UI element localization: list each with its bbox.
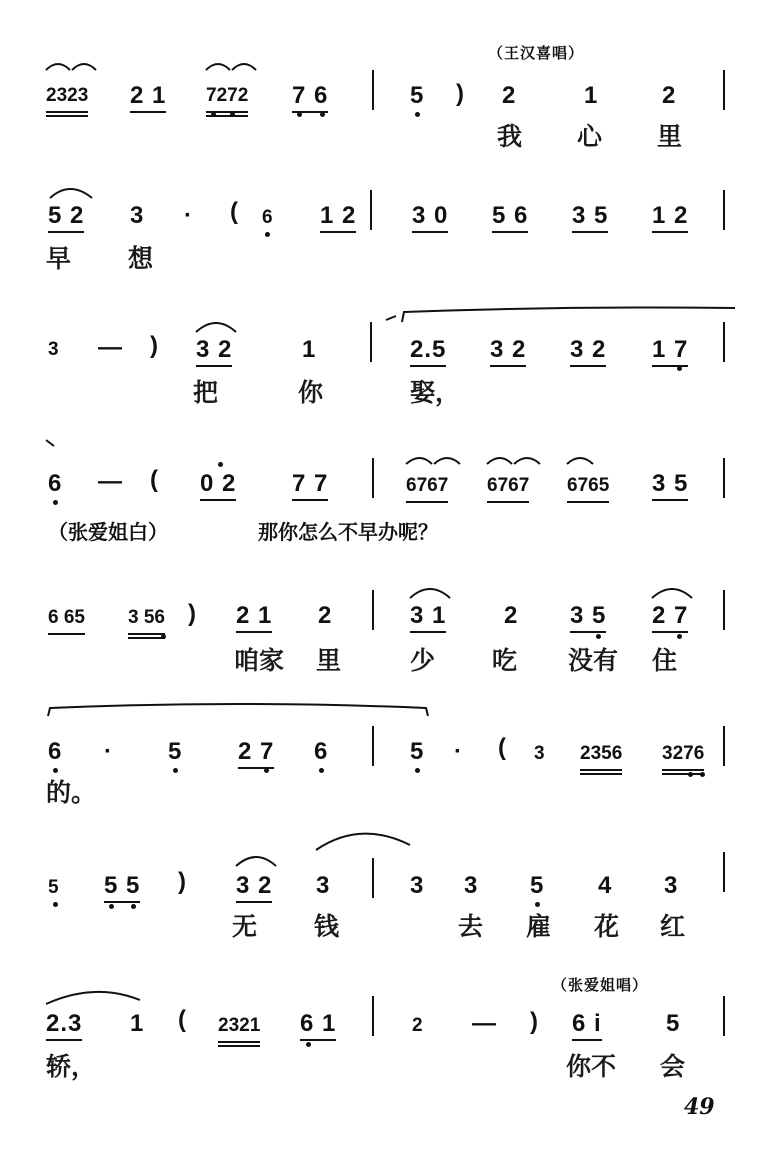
note: 6 i [572, 1010, 602, 1037]
octave-dot [415, 112, 420, 117]
note: 1 2 [652, 202, 689, 229]
note: 3 [534, 743, 545, 764]
note: 3 [464, 872, 479, 899]
lyric: 没有 [568, 646, 619, 675]
octave-dot [53, 902, 58, 907]
octave-dot [688, 772, 693, 777]
note: 3 0 [412, 202, 449, 229]
bar-line [723, 458, 725, 498]
lyric: 你 [298, 378, 324, 407]
octave-dot [53, 768, 58, 773]
octave-dot [264, 768, 269, 773]
note: 0 2 [200, 470, 237, 497]
note: · [104, 738, 113, 765]
bar-line [723, 190, 725, 230]
note: 5 [168, 738, 183, 765]
note: 5 [410, 738, 425, 765]
octave-dot [297, 112, 302, 117]
speaker-label: （张爱姐白） [48, 520, 168, 544]
lyric: 你不 [566, 1052, 617, 1081]
note: 3 2 [196, 336, 233, 363]
note: ) [456, 80, 465, 107]
note: 3 56 [128, 604, 165, 632]
lyric: 花 [594, 912, 620, 941]
note: 3 [410, 872, 425, 899]
note: 6 [48, 738, 63, 765]
bar-line [372, 70, 374, 110]
bar-line [723, 70, 725, 110]
note: 3 2 [490, 336, 527, 363]
note: 2 [412, 1015, 423, 1036]
lyric: 雇 [526, 912, 552, 941]
octave-dot [211, 112, 216, 117]
note: 1 7 [652, 336, 689, 363]
singer-label: （王汉喜唱） [488, 44, 585, 62]
octave-dot [677, 634, 682, 639]
note: ( [230, 198, 239, 225]
note: ) [178, 868, 187, 895]
note: 3 2 [236, 872, 273, 899]
bar-line [723, 996, 725, 1036]
octave-dot [700, 772, 705, 777]
note: 3 5 [652, 470, 689, 497]
note: ( [178, 1006, 187, 1033]
note: 2 [502, 82, 517, 109]
note: 2356 [580, 740, 622, 768]
lyric: 无 [232, 912, 258, 941]
note: 6767 [487, 472, 529, 500]
note: 7 6 [292, 82, 329, 109]
octave-dot [319, 768, 324, 773]
octave-dot [596, 634, 601, 639]
page-number: 49 [684, 1094, 715, 1120]
octave-dot [173, 768, 178, 773]
octave-dot [265, 232, 270, 237]
lyric: 想 [128, 244, 154, 273]
lyric: 轿， [46, 1052, 97, 1081]
note: 1 [130, 1010, 145, 1037]
note: 3 1 [410, 602, 447, 629]
note: 5 [530, 872, 545, 899]
note: 2.5 [410, 336, 447, 363]
note: 3 [130, 202, 145, 229]
note: 3 5 [572, 202, 609, 229]
note: — [472, 1010, 497, 1037]
note: ) [188, 600, 197, 627]
lyric: 少 [410, 646, 436, 675]
lyric: 早 [46, 244, 72, 273]
note: 2 [318, 602, 333, 629]
note: 6767 [406, 472, 448, 500]
lyric: 去 [458, 912, 484, 941]
note: 3 [48, 339, 59, 360]
octave-dot [109, 904, 114, 909]
lyric: 钱 [314, 912, 340, 941]
note: 5 [410, 82, 425, 109]
note: 3 5 [570, 602, 607, 629]
note: 6 [262, 207, 273, 228]
note: 3276 [662, 740, 704, 768]
note: 2 1 [236, 602, 273, 629]
octave-dot [677, 366, 682, 371]
octave-dot [131, 904, 136, 909]
note: · [184, 202, 193, 229]
note: 5 6 [492, 202, 529, 229]
note: 5 [48, 877, 59, 898]
note: 2 1 [130, 82, 167, 109]
note: 1 2 [320, 202, 357, 229]
note: 2 [662, 82, 677, 109]
octave-dot [320, 112, 325, 117]
bar-line [372, 726, 374, 766]
note: 7272 [206, 82, 248, 110]
spoken-line: 那你怎么不早办呢？ [258, 520, 438, 544]
note: · [454, 738, 463, 765]
note: 1 [302, 336, 317, 363]
lyric: 红 [660, 912, 686, 941]
note: 2.3 [46, 1010, 83, 1037]
note: 3 2 [570, 336, 607, 363]
note: 5 2 [48, 202, 85, 229]
note: 6 1 [300, 1010, 337, 1037]
bar-line [370, 190, 372, 230]
lyric: 里 [657, 122, 683, 151]
octave-dot [218, 462, 223, 467]
bar-line [372, 996, 374, 1036]
note: 5 [666, 1010, 681, 1037]
note: 6765 [567, 472, 609, 500]
bar-line [723, 852, 725, 892]
note: ( [498, 734, 507, 761]
lyric: 吃 [492, 646, 518, 675]
note: 6 [48, 470, 63, 497]
bar-line [723, 726, 725, 766]
lyric: 心 [577, 122, 603, 151]
note: 2 [504, 602, 519, 629]
note: 3 [664, 872, 679, 899]
lyric: 的。 [46, 778, 97, 807]
bar-line [723, 590, 725, 630]
note: 2 7 [652, 602, 689, 629]
octave-dot [306, 1042, 311, 1047]
octave-dot [230, 112, 235, 117]
note: 1 [584, 82, 599, 109]
note: 3 [316, 872, 331, 899]
bar-line [372, 858, 374, 898]
note: 2 7 [238, 738, 275, 765]
note: ) [150, 332, 159, 359]
note: ( [150, 466, 159, 493]
note: — [98, 468, 123, 495]
singer-label: （张爱姐唱） [552, 976, 649, 994]
octave-dot [161, 634, 166, 639]
note: 6 65 [48, 604, 85, 632]
note: 5 5 [104, 872, 141, 899]
note: 2321 [218, 1012, 260, 1040]
bar-line [723, 322, 725, 362]
note: ) [530, 1008, 539, 1035]
note: 6 [314, 738, 329, 765]
note: — [98, 334, 123, 361]
note: 7 7 [292, 470, 329, 497]
bar-line [372, 590, 374, 630]
lyric: 咱家 [234, 646, 285, 675]
octave-dot [415, 768, 420, 773]
bar-line [372, 458, 374, 498]
lyric: 里 [316, 646, 342, 675]
lyric: 会 [660, 1052, 686, 1081]
note: 2323 [46, 82, 88, 110]
lyric: 娶， [410, 378, 461, 407]
octave-dot [535, 902, 540, 907]
bar-line [370, 322, 372, 362]
lyric: 住 [652, 646, 678, 675]
lyric: 我 [497, 122, 523, 151]
lyric: 把 [193, 378, 219, 407]
note: 4 [598, 872, 613, 899]
octave-dot [53, 500, 58, 505]
